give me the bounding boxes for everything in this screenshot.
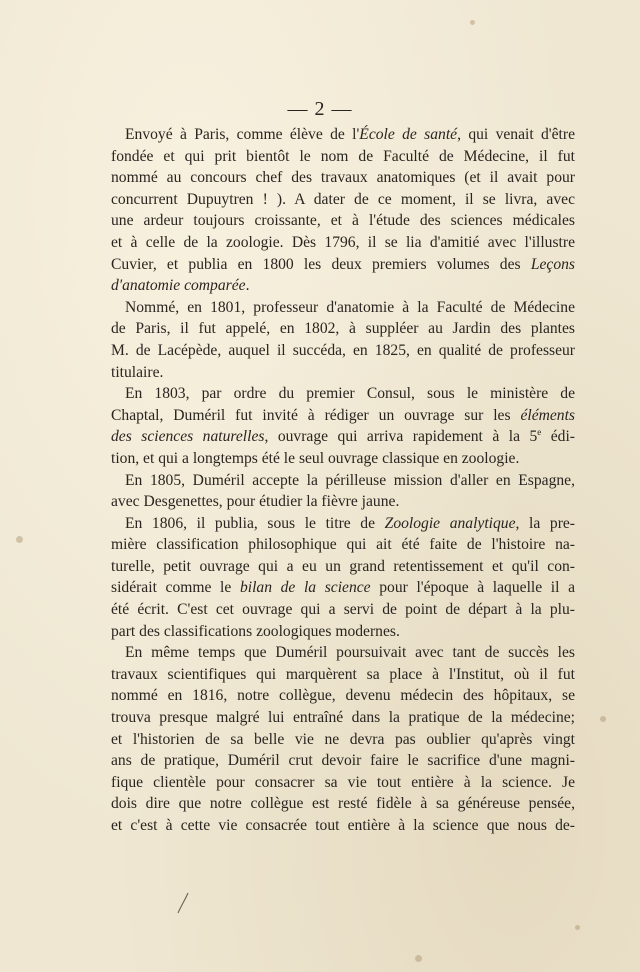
text-line <box>111 124 575 146</box>
text-run: Cuvier, et publia en 1800 les deux premiers volumes des <box>111 255 531 273</box>
text-line <box>111 513 575 535</box>
pencil-mark <box>176 892 190 914</box>
text-run: titulaire. <box>111 363 164 381</box>
text-run: turelle, petit ouvrage qui a eu un grand retentissement et qu'il con- <box>111 557 575 575</box>
foxing-spot <box>470 20 475 25</box>
page-number: — 2 — <box>287 98 353 120</box>
text-run: . <box>245 277 250 295</box>
text-run: , ouvrage qui arriva rapidement à la 5 <box>264 428 538 446</box>
text-line <box>111 707 575 729</box>
text-line <box>111 729 575 751</box>
italic-text: éléments <box>520 406 575 424</box>
text-run: tion, et qui a longtemps été le seul ouvrage classique en zoologie. <box>111 449 520 467</box>
text-run: trouva presque malgré lui entraîné dans la pratique de la médecine; <box>111 709 575 727</box>
italic-text: Leçons <box>530 255 575 273</box>
text-run: dois dire que notre collègue est resté fidèle à sa généreuse pensée, <box>111 795 575 813</box>
text-line <box>111 275 575 297</box>
text-run: nommé au concours chef des travaux anatomiques (et il avait pour <box>111 169 575 187</box>
text-run: sidérait comme le <box>111 579 240 597</box>
foxing-spot <box>600 716 606 722</box>
text-run: En 1805, Duméril accepte la périlleuse mission d'aller en Espagne, <box>125 471 575 489</box>
text-line <box>111 167 575 189</box>
text-run: édi- <box>541 428 575 446</box>
text-run: Chaptal, Duméril fut invité à rédiger un ouvrage sur les <box>111 406 521 424</box>
text-line <box>111 664 575 686</box>
text-run: avec Desgenettes, pour étudier la fièvre jaune. <box>111 493 400 511</box>
text-run: nommé en 1816, notre collègue, devenu médecin des hôpitaux, se <box>111 687 575 705</box>
italic-text: Zoologie analytique <box>384 514 516 532</box>
text-line <box>111 642 575 664</box>
text-run: concurrent Dupuytren ! ). A dater de ce moment, il se livra, avec <box>111 190 575 208</box>
foxing-spot <box>575 925 580 930</box>
text-run: été écrit. C'est cet ouvrage qui a servi de point de départ à la plu- <box>111 601 575 619</box>
text-line <box>111 383 575 405</box>
body-text <box>111 124 575 837</box>
text-line <box>111 556 575 578</box>
superscript: e <box>537 427 542 438</box>
text-line <box>111 254 575 276</box>
text-line <box>111 362 575 384</box>
text-run: part des classifications zoologiques modernes. <box>111 622 400 640</box>
text-line <box>111 685 575 707</box>
text-run: travaux scientifiques qui marquèrent sa place à l'Institut, où il fut <box>111 665 575 683</box>
text-line <box>111 340 575 362</box>
text-run: fique clientèle pour consacrer sa vie tout entière à la science. Je <box>111 773 575 791</box>
text-run: Nommé, en 1801, professeur d'anatomie à la Faculté de Médecine <box>125 298 575 316</box>
text-line <box>111 297 575 319</box>
text-line <box>111 189 575 211</box>
text-line <box>111 491 575 513</box>
text-run: mière classification philosophique qui ait été faite de l'histoire na- <box>111 536 575 554</box>
text-line <box>111 793 575 815</box>
text-run: , qui venait d'être <box>457 126 575 143</box>
italic-text: École de santé <box>359 126 458 143</box>
text-line <box>111 470 575 492</box>
text-run: M. de Lacépède, auquel il succéda, en 1825, en qualité de professeur <box>111 341 575 359</box>
text-run: fondée et qui prit bientôt le nom de Faculté de Médecine, il fut <box>111 147 575 165</box>
text-run: , la pre- <box>515 514 576 532</box>
text-run: de Paris, il fut appelé, en 1802, à suppléer au Jardin des plantes <box>111 320 575 338</box>
text-run: En 1806, il publia, sous le titre de <box>125 514 385 532</box>
text-run: et c'est à cette vie consacrée tout entière à la science que nous de- <box>111 817 575 834</box>
text-line <box>111 750 575 772</box>
foxing-spot <box>16 536 23 543</box>
text-line <box>111 426 575 448</box>
text-run: Envoyé à Paris, comme élève de l' <box>125 126 360 143</box>
text-line <box>111 210 575 232</box>
text-line <box>111 599 575 621</box>
text-run: En 1803, par ordre du premier Consul, sous le ministère de <box>125 385 575 403</box>
text-line <box>111 577 575 599</box>
text-run: En même temps que Duméril poursuivait avec tant de succès les <box>125 644 575 662</box>
text-line <box>111 772 575 794</box>
text-run: et l'historien de sa belle vie ne devra pas oublier qu'après vingt <box>111 730 575 748</box>
text-line <box>111 405 575 427</box>
text-line <box>111 448 575 470</box>
text-line <box>111 534 575 556</box>
text-line <box>111 146 575 168</box>
text-line <box>111 621 575 643</box>
text-run: une ardeur toujours croissante, et à l'étude des sciences médicales <box>111 212 575 230</box>
text-run: et à celle de la zoologie. Dès 1796, il se lia d'amitié avec l'illustre <box>111 233 575 251</box>
text-line <box>111 232 575 254</box>
foxing-spot <box>415 955 422 962</box>
text-run: ans de pratique, Duméril crut devoir faire le sacrifice d'une magni- <box>111 752 575 770</box>
text-run: pour l'époque à laquelle il a <box>370 579 575 597</box>
italic-text: des sciences naturelles <box>111 428 265 446</box>
italic-text: bilan de la science <box>239 579 371 597</box>
text-line <box>111 815 575 837</box>
italic-text: d'anatomie comparée <box>111 277 246 295</box>
text-line <box>111 318 575 340</box>
